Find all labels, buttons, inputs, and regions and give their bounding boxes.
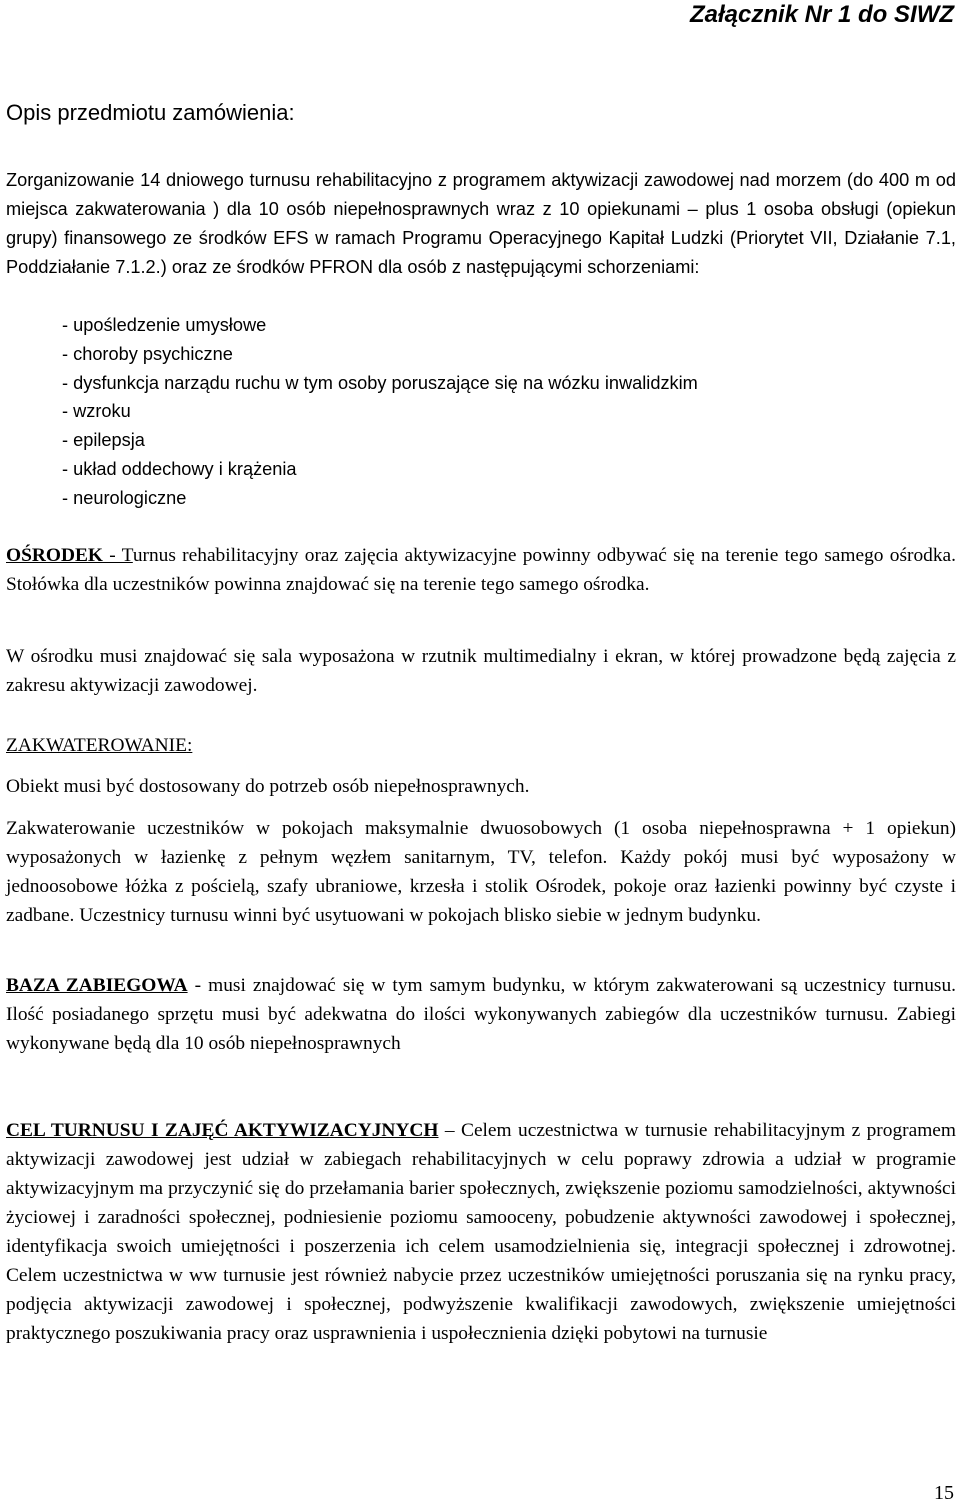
conditions-list bbox=[62, 311, 698, 513]
zakwaterowanie-heading bbox=[6, 731, 956, 760]
list-item: - upośledzenie umysłowe bbox=[62, 315, 267, 335]
page-number: 15 bbox=[934, 1482, 954, 1504]
zakwaterowanie-label: ZAKWATEROWANIE bbox=[6, 735, 187, 756]
list-item: - choroby psychiczne bbox=[62, 343, 233, 364]
baza-text: - musi znajdować się w tym samym budynku, w którym zakwaterowani są uczestnicy turnusu. Ilość posiadanego sprzętu musi być adekwatna do ilości wykonywanych zabiegów dla uczestników turnusu. Zabiegi wykonywane będą dla 10 osób niepełnosprawnych bbox=[6, 975, 956, 1054]
list-item: - wzroku bbox=[62, 401, 131, 422]
sala-paragraph: W ośrodku musi znajdować się sala wyposażona w rzutnik multimedialny i ekran, w której prowadzone będą zajęcia z zakresu aktywizacji zawodowej. bbox=[6, 646, 956, 696]
osrodek-paragraph bbox=[6, 541, 956, 599]
list-item: - neurologiczne bbox=[62, 487, 187, 508]
list-item: - dysfunkcja narządu ruchu w tym osoby poruszające się na wózku inwalidzkim bbox=[62, 372, 698, 393]
osrodek-label: OŚRODEK bbox=[6, 545, 103, 566]
osrodek-dash: - T bbox=[102, 545, 133, 566]
cel-label: CEL TURNUSU I ZAJĘĆ AKTYWIZACYJNYCH bbox=[6, 1120, 439, 1141]
cel-paragraph bbox=[6, 1116, 956, 1348]
intro-paragraph: Zorganizowanie 14 dniowego turnusu rehabilitacyjno z programem aktywizacji zawodowej nad morzem (do 400 m od miejsca zakwaterowania ) dla 10 osób niepełnosprawnych wraz z 10 opiekunami – plus 1 osoba obsługi (opiekun grupy) finansowego ze środków EFS w ramach Programu Operacyjnego Kapitał Ludzki (Priorytet VII, Działanie 7.1, Poddziałanie 7.1.2.) oraz ze środków PFRON dla osób z następującymi schorzeniami: bbox=[6, 170, 956, 277]
annex-title: Załącznik Nr 1 do SIWZ bbox=[689, 1, 954, 28]
baza-label: BAZA ZABIEGOWA bbox=[6, 975, 188, 996]
cel-text: – Celem uczestnictwa w turnusie rehabilitacyjnym z programem aktywizacji zawodowej jest udział w zabiegach rehabilitacyjnych w celu poprawy zdrowia a udział w programie aktywizacyjnym ma przyczynić się do przełamania barier społecznych, zwiększenie poziomu samodzielności, aktywności życiowej i zaradności społecznej, podniesienie poziomu samooceny, pobudzenie aktywności zawodowej i społecznej, identyfikacja swoich umiejętności i poszerzenia ich celem usamodzielnienia się, integracji społecznej i zdrowotnej. Celem uczestnictwa w ww turnusie jest również nabycie przez uczestników umiejętności poruszania się na rynku pracy, podjęcia aktywizacji zawodowej i społecznej, podwyższenie kwalifikacji zawodowych, zwiększenie umiejętności praktycznego poszukiwania pracy oraz usprawnienia i uspołecznienia dzięki pobytowi na turnusie bbox=[6, 1120, 956, 1344]
list-item: - epilepsja bbox=[62, 430, 145, 451]
baza-paragraph bbox=[6, 971, 956, 1058]
zakwaterowanie-colon: : bbox=[186, 735, 193, 756]
list-item: - układ oddechowy i krążenia bbox=[62, 458, 297, 479]
obiekt-paragraph: Obiekt musi być dostosowany do potrzeb osób niepełnosprawnych. bbox=[6, 776, 530, 797]
zakwaterowanie-paragraph: Zakwaterowanie uczestników w pokojach maksymalnie dwuosobowych (1 osoba niepełnosprawna + 1 opiekun) wyposażonych w łazienkę z pełnym węzłem sanitarnym, TV, telefon. Każdy pokój musi być wyposażony w jednoosobowe łóżka z pościelą, szafy ubraniowe, krzesła i stolik Ośrodek, pokoje oraz łazienki powinny być czyste i zadbane. Uczestnicy turnusu winni być usytuowani w pokojach blisko siebie w jednym budynku. bbox=[6, 818, 956, 926]
osrodek-text: urnus rehabilitacyjny oraz zajęcia aktywizacyjne powinny odbywać się na terenie tego samego ośrodka. Stołówka dla uczestników powinna znajdować się na terenie tego samego ośrodka. bbox=[6, 545, 956, 595]
page-heading: Opis przedmiotu zamówienia: bbox=[6, 100, 295, 125]
